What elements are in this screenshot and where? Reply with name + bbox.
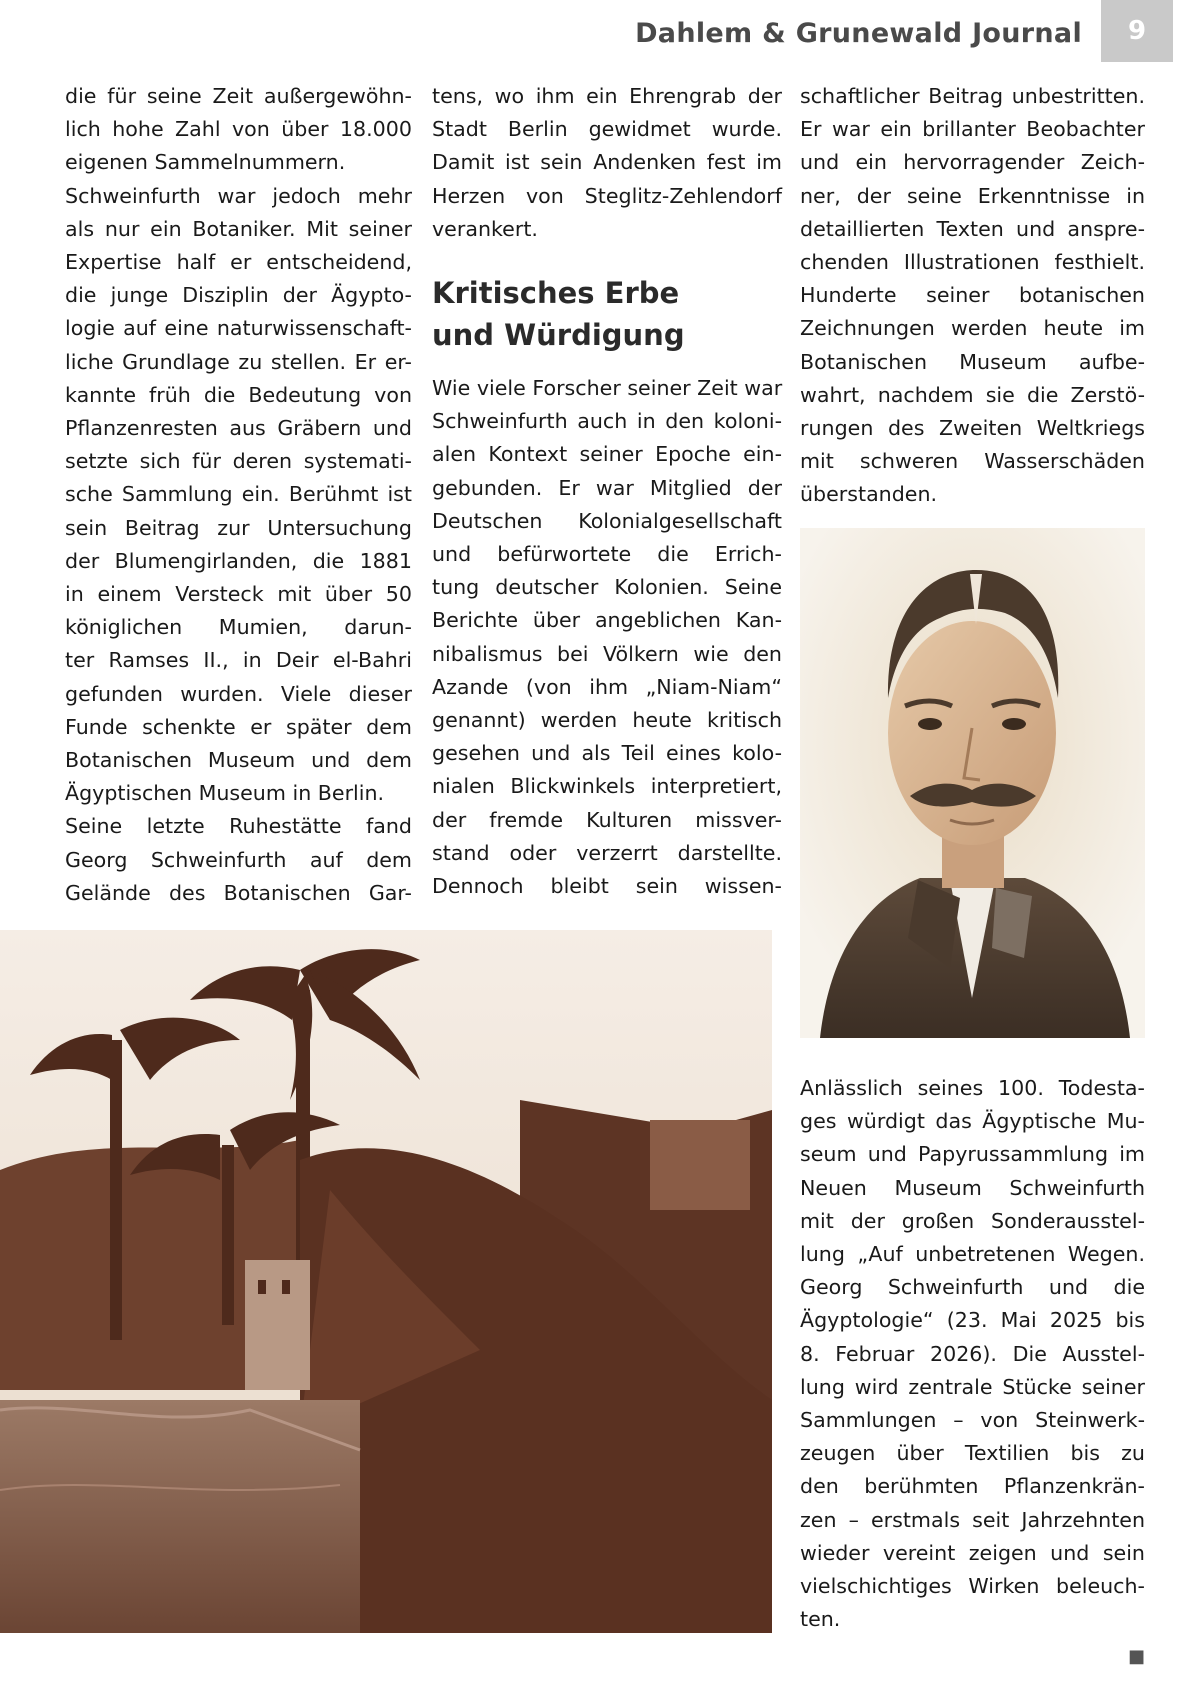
col3-bottom-line: ten. bbox=[800, 1607, 841, 1632]
col3-top-line: ner, der seine Erkenntnisse in bbox=[800, 183, 1145, 208]
journal-title: Dahlem & Grunewald Journal bbox=[635, 18, 1082, 49]
col1-line: liche Grundlage zu stellen. Er er- bbox=[65, 349, 412, 374]
col2-bottom-line: Dennoch bleibt sein wissen- bbox=[432, 874, 782, 899]
article-end-mark: ■ bbox=[1127, 1646, 1145, 1668]
historical-palm-photo bbox=[0, 930, 772, 1633]
col3-bottom-line: Georg Schweinfurth und die bbox=[800, 1275, 1145, 1300]
col2-top-line: Stadt Berlin gewidmet wurde. bbox=[432, 117, 782, 142]
col3-top-line: wahrt, nachdem sie die Zerstö- bbox=[800, 382, 1145, 407]
col2-bottom-line: alen Kontext seiner Epoche ein- bbox=[432, 442, 782, 467]
col2-bottom-line: nialen Blickwinkels interpretiert, bbox=[432, 774, 782, 799]
col2-top-line: Damit ist sein Andenken fest im bbox=[432, 150, 782, 175]
col1-line: sche Sammlung ein. Berühmt ist bbox=[65, 482, 412, 507]
col1-line: eigenen Sammelnummern. bbox=[65, 150, 346, 175]
col2-bottom-line: Wie viele Forscher seiner Zeit war bbox=[432, 376, 783, 400]
col3-bottom-line: lung wird zentrale Stücke seiner bbox=[800, 1374, 1145, 1399]
column-2-bottom bbox=[432, 372, 782, 903]
col1-line: königlichen Mumien, darun- bbox=[65, 615, 412, 640]
col3-bottom-line: zen – erstmals seit Jahrzehnten bbox=[800, 1507, 1145, 1532]
col2-top-line: verankert. bbox=[432, 216, 538, 241]
col3-top-line: rungen des Zweiten Weltkriegs bbox=[800, 416, 1145, 441]
col2-bottom-line: Schweinfurth auch in den koloni- bbox=[432, 409, 782, 434]
col3-top-line: mit schweren Wasserschäden bbox=[800, 449, 1145, 474]
col3-top-line: Zeichnungen werden heute im bbox=[800, 316, 1145, 341]
section-heading-line-2: und Würdigung bbox=[432, 318, 685, 352]
col3-bottom-line: Sammlungen – von Steinwerk- bbox=[800, 1408, 1145, 1433]
col2-bottom-line: Azande (von ihm „Niam-Niam“ bbox=[432, 674, 782, 699]
col2-top-line: tens, wo ihm ein Ehrengrab der bbox=[432, 84, 782, 108]
col1-line: Pflanzenresten aus Gräbern und bbox=[65, 416, 412, 441]
col3-top-line: Hunderte seiner botanischen bbox=[800, 283, 1145, 308]
col3-bottom-line: Anlässlich seines 100. Todesta- bbox=[800, 1076, 1145, 1100]
col3-bottom-line: lung „Auf unbetretenen Wegen. bbox=[800, 1242, 1145, 1267]
page-number: 9 bbox=[1101, 0, 1173, 62]
col2-bottom-line: nibalismus bei Völkern wie den bbox=[432, 641, 782, 666]
col3-bottom-line: Neuen Museum Schweinfurth bbox=[800, 1175, 1145, 1200]
col2-bottom-line: stand oder verzerrt darstellte. bbox=[432, 840, 782, 865]
col1-line: kannte früh die Bedeutung von bbox=[65, 382, 412, 407]
col1-line: Botanischen Museum und dem bbox=[65, 748, 412, 773]
col1-line: als nur ein Botaniker. Mit seiner bbox=[65, 216, 412, 241]
col2-bottom-line: gebunden. Er war Mitglied der bbox=[432, 475, 782, 500]
col1-line: sein Beitrag zur Untersuchung bbox=[65, 515, 412, 540]
col3-bottom-line: Ägyptologie“ (23. Mai 2025 bis bbox=[800, 1308, 1145, 1333]
col3-top-line: überstanden. bbox=[800, 482, 938, 507]
col1-line: in einem Versteck mit über 50 bbox=[65, 582, 412, 607]
col3-top-line: Botanischen Museum aufbe- bbox=[800, 349, 1145, 374]
col3-top-line: und ein hervorragender Zeich- bbox=[800, 150, 1145, 175]
col1-line: Seine letzte Ruhestätte fand bbox=[65, 814, 412, 839]
col2-top-line: Herzen von Steglitz-Zehlendorf bbox=[432, 183, 782, 208]
col3-top-line: schaftlicher Beitrag unbestritten. bbox=[800, 84, 1145, 108]
col2-bottom-line: genannt) werden heute kritisch bbox=[432, 708, 782, 733]
col1-line: logie auf eine naturwissenschaft- bbox=[65, 316, 412, 341]
col3-top-line: chenden Illustrationen festhielt. bbox=[800, 250, 1145, 275]
col3-bottom-line: wieder vereint zeigen und sein bbox=[800, 1540, 1145, 1565]
col3-bottom-line: 8. Februar 2026). Die Ausstel- bbox=[800, 1341, 1145, 1366]
col1-line: gefunden wurden. Viele dieser bbox=[65, 681, 412, 706]
col2-bottom-line: Deutschen Kolonialgesellschaft bbox=[432, 508, 782, 533]
col2-bottom-line: der fremde Kulturen missver- bbox=[432, 807, 782, 832]
column-3-top bbox=[800, 80, 1145, 512]
col3-bottom-line: mit der großen Sonderausstel- bbox=[800, 1208, 1145, 1233]
col3-bottom-line: zeugen über Textilien bis zu bbox=[800, 1441, 1145, 1466]
col2-bottom-line: und befürwortete die Errich- bbox=[432, 542, 782, 567]
col1-line: Gelände des Botanischen Gar- bbox=[65, 880, 412, 905]
col3-bottom-line: vielschichtiges Wirken beleuch- bbox=[800, 1574, 1145, 1599]
col1-line: ter Ramses II., in Deir el-Bahri bbox=[65, 648, 412, 673]
section-heading bbox=[432, 272, 782, 356]
col2-bottom-line: Berichte über angeblichen Kan- bbox=[432, 608, 782, 633]
col2-bottom-line: gesehen und als Teil eines kolo- bbox=[432, 741, 782, 766]
section-heading-line-1: Kritisches Erbe bbox=[432, 276, 680, 310]
col1-line: Ägyptischen Museum in Berlin. bbox=[65, 781, 385, 806]
col1-line: die für seine Zeit außergewöhn- bbox=[65, 84, 412, 108]
column-1 bbox=[65, 80, 412, 910]
portrait-illustration bbox=[800, 528, 1145, 1038]
col3-top-line: Er war ein brillanter Beobachter bbox=[800, 117, 1145, 142]
col1-line: Georg Schweinfurth auf dem bbox=[65, 847, 412, 872]
col1-line: Schweinfurth war jedoch mehr bbox=[65, 183, 412, 208]
col3-bottom-line: den berühmten Pflanzenkrän- bbox=[800, 1474, 1145, 1499]
col1-line: die junge Disziplin der Ägypto- bbox=[65, 283, 412, 308]
column-2-top bbox=[432, 80, 782, 246]
col3-top-line: detaillierten Texten und anspre- bbox=[800, 216, 1145, 241]
col3-bottom-line: seum und Papyrussammlung im bbox=[800, 1142, 1145, 1167]
col2-bottom-line: tung deutscher Kolonien. Seine bbox=[432, 575, 782, 600]
col1-line: Funde schenkte er später dem bbox=[65, 714, 412, 739]
col1-line: Expertise half er entscheidend, bbox=[65, 250, 412, 275]
col1-line: lich hohe Zahl von über 18.000 bbox=[65, 117, 412, 142]
col1-line: der Blumengirlanden, die 1881 bbox=[65, 548, 412, 573]
col1-line: setzte sich für deren systemati- bbox=[65, 449, 412, 474]
col3-bottom-line: ges würdigt das Ägyptische Mu- bbox=[800, 1109, 1145, 1134]
column-3-bottom bbox=[800, 1072, 1145, 1674]
